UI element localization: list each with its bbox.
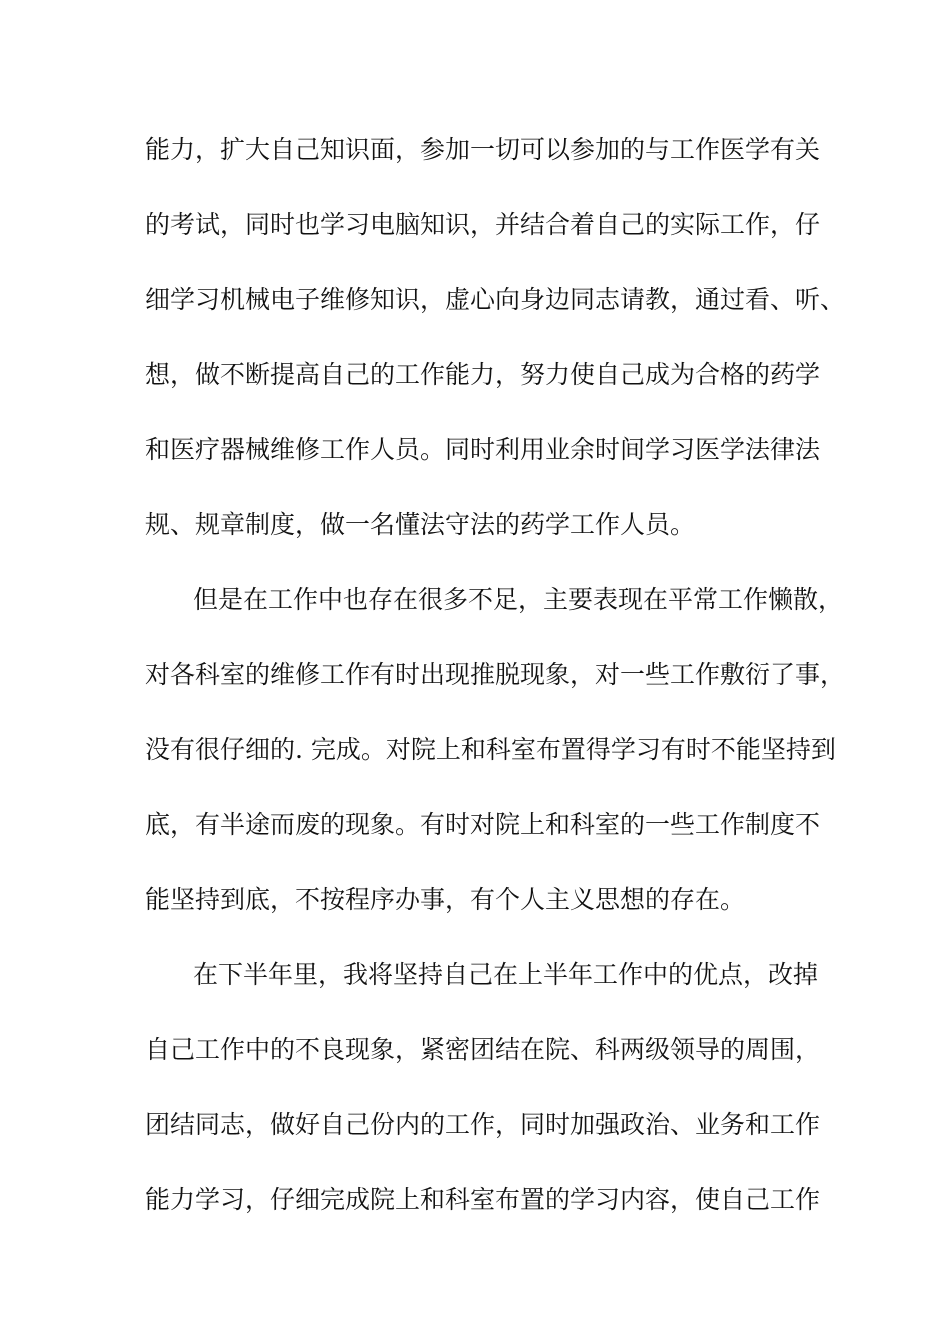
- text-line: 想，做不断提高自己的工作能力，努力使自己成为合格的药学: [145, 360, 821, 389]
- text-line: 对各科室的维修工作有时出现推脱现象，对一些工作敷衍了事，: [145, 660, 846, 689]
- text-line: 和医疗器械维修工作人员。同时利用业余时间学习医学法律法: [145, 435, 821, 464]
- text-line: 细学习机械电子维修知识，虚心向身边同志请教，通过看、听、: [145, 285, 846, 314]
- text-line: 底，有半途而废的现象。有时对院上和科室的一些工作制度不: [145, 810, 821, 839]
- paragraph-first-line: 但是在工作中也存在很多不足，主要表现在平常工作懒散，: [193, 585, 844, 614]
- paragraph-first-line: 在下半年里，我将坚持自己在上半年工作中的优点，改掉: [193, 960, 819, 989]
- text-line: 的考试，同时也学习电脑知识，并结合着自己的实际工作，仔: [145, 210, 821, 239]
- text-line: 规、规章制度，做一名懂法守法的药学工作人员。: [145, 510, 696, 539]
- text-line: 能力，扩大自己知识面，参加一切可以参加的与工作医学有关: [145, 135, 821, 164]
- text-line: 自己工作中的不良现象，紧密团结在院、科两级领导的周围，: [145, 1035, 821, 1064]
- text-line: 能坚持到底，不按程序办事，有个人主义思想的存在。: [145, 885, 746, 914]
- text-line: 团结同志，做好自己份内的工作，同时加强政治、业务和工作: [145, 1110, 821, 1139]
- text-line: 能力学习，仔细完成院上和科室布置的学习内容，使自己工作: [145, 1185, 821, 1214]
- text-line: 没有很仔细的. 完成。对院上和科室布置得学习有时不能坚持到: [145, 735, 836, 764]
